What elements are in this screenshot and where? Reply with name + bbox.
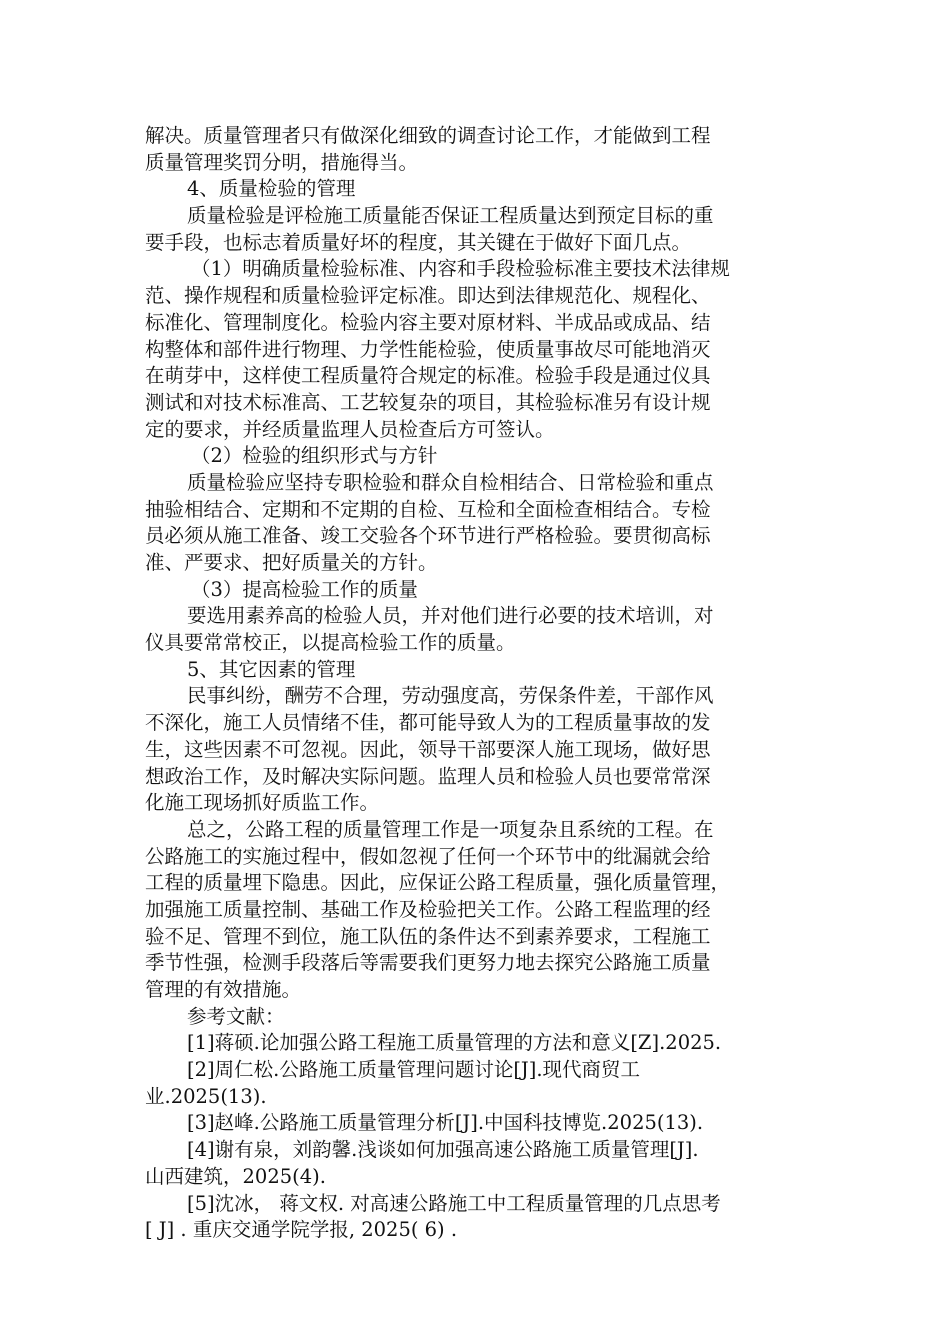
paragraph-line: 加强施工质量控制、基础工作及检验把关工作。公路工程监理的经 [145,897,711,921]
paragraph-line: 季节性强，检测手段落后等需要我们更努力地去探究公路施工质量 [145,951,711,975]
paragraph-line: 定的要求，并经质量监理人员检查后方可签认。 [145,417,555,441]
paragraph-line: 公路施工的实施过程中，假如忽视了任何一个环节中的纰漏就会给 [145,844,711,868]
reference-item: [1]蒋硕.论加强公路工程施工质量管理的方法和意义[Z].2025. [187,1031,722,1055]
paragraph-line: 不深化，施工人员情绪不佳，都可能导致人为的工程质量事故的发 [145,711,711,735]
references-heading: 参考文献： [187,1004,285,1028]
reference-item: [5]沈冰， 蒋文权. 对高速公路施工中工程质量管理的几点思考 [187,1191,721,1215]
paragraph-line: 构整体和部件进行物理、力学性能检验，使质量事故尽可能地消灭 [145,337,711,361]
paragraph-line: 化施工现场抓好质监工作。 [145,791,380,815]
reference-item: [4]谢有泉，刘韵馨.浅谈如何加强高速公路施工质量管理[J]. [187,1138,699,1162]
paragraph-line: 测试和对技术标准高、工艺较复杂的项目，其检验标准另有设计规 [145,390,711,414]
paragraph-line: 管理的有效措施。 [145,978,302,1001]
reference-item: [2]周仁松.公路施工质量管理问题讨论[J].现代商贸工 [187,1058,641,1082]
reference-item: 山西建筑，2025(4). [145,1164,326,1188]
paragraph-line: 抽验相结合、定期和不定期的自检、互检和全面检查相结合。专检 [145,497,711,521]
paragraph-line: 准、严要求、把好质量关的方针。 [145,551,438,574]
subsection-heading: （3）提高检验工作的质量 [191,577,418,601]
paragraph-line: 质量管理奖罚分明，措施得当。 [145,150,419,174]
paragraph-line: 质量检验应坚持专职检验和群众自检相结合、日常检验和重点 [187,470,714,494]
paragraph-line: 标准化、管理制度化。检验内容主要对原材料、半成品或成品、结 [145,310,711,334]
paragraph-line: 解决。质量管理者只有做深化细致的调查讨论工作，才能做到工程 [145,124,711,147]
paragraph-line: 质量检验是评检施工质量能否保证工程质量达到预定目标的重 [187,204,714,228]
subsection-heading: （2）检验的组织形式与方针 [191,444,438,468]
paragraph-line: 想政治工作，及时解决实际问题。监理人员和检验人员也要常常深 [145,764,711,788]
section-heading: 5、其它因素的管理 [187,657,356,681]
section-heading: 4、质量检验的管理 [187,177,356,201]
paragraph-line: 在萌芽中，这样使工程质量符合规定的标准。检验手段是通过仪具 [145,364,711,388]
paragraph-line: 范、操作规程和质量检验评定标准。即达到法律规范化、规程化、 [145,284,711,308]
document-page [145,123,805,1244]
reference-item: [3]赵峰.公路施工质量管理分析[J].中国科技博览.2025(13). [187,1111,704,1135]
subsection-line: （1）明确质量检验标准、内容和手段检验标准主要技术法律规 [191,257,730,281]
reference-item: [ J] . 重庆交通学院学报, 2025( 6) . [145,1218,458,1242]
reference-item: 业.2025(13). [145,1084,267,1108]
paragraph-line: 总之，公路工程的质量管理工作是一项复杂且系统的工程。在 [187,817,714,841]
paragraph-line: 工程的质量埋下隐患。因此，应保证公路工程质量，强化质量管理， [145,871,731,895]
paragraph-line: 要手段，也标志着质量好坏的程度，其关键在于做好下面几点。 [145,230,692,254]
paragraph-line: 员必须从施工准备、竣工交验各个环节进行严格检验。要贯彻高标 [145,524,711,548]
paragraph-line: 生，这些因素不可忽视。因此，领导干部要深人施工现场，做好思 [145,737,711,761]
paragraph-line: 民事纠纷，酬劳不合理，劳动强度高，劳保条件差，干部作风 [187,684,714,708]
paragraph-line: 验不足、管理不到位，施工队伍的条件达不到素养要求，工程施工 [145,924,711,948]
paragraph-line: 要选用素养高的检验人员，并对他们进行必要的技术培训，对 [187,604,714,628]
paragraph-line: 仪具要常常校正，以提高检验工作的质量。 [145,631,516,655]
